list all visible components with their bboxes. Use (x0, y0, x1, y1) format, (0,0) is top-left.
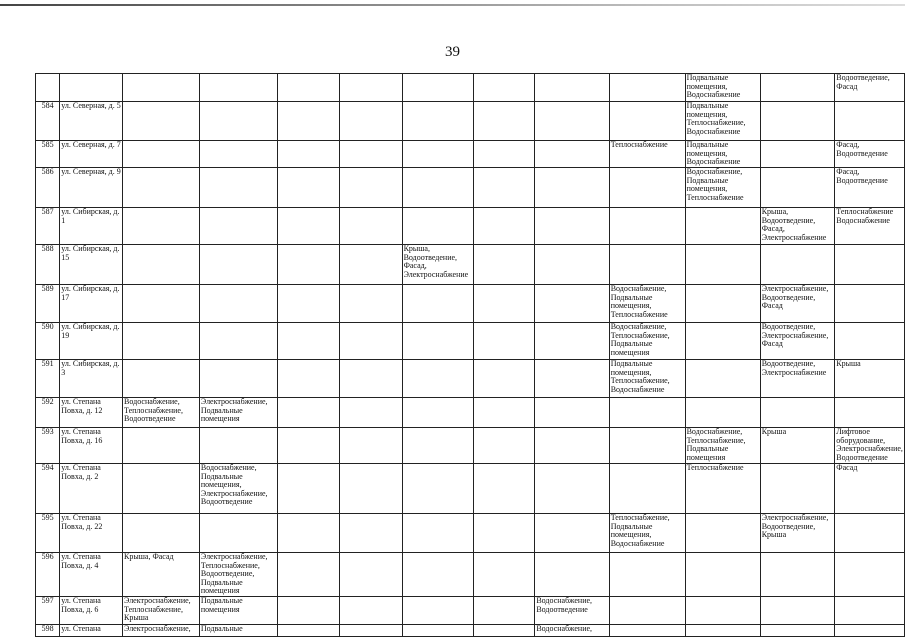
row-number: 584 (36, 102, 60, 141)
work-type-cell: Фасад, Водоотведение (835, 168, 905, 208)
work-type-cell (760, 74, 835, 102)
work-type-cell (402, 141, 474, 168)
work-type-cell (277, 208, 340, 245)
work-type-cell (535, 464, 609, 514)
work-type-cell (535, 428, 609, 464)
work-type-cell (474, 102, 535, 141)
address-cell: ул. Степана Повха, д. 16 (60, 428, 123, 464)
work-type-cell: Подвальные помещения, Теплоснабжение, Водоснабжение (685, 102, 760, 141)
work-type-cell (474, 168, 535, 208)
work-type-cell (760, 553, 835, 597)
work-type-cell (340, 208, 403, 245)
work-type-cell (402, 514, 474, 553)
work-type-cell (609, 464, 685, 514)
work-type-cell (277, 553, 340, 597)
work-type-cell (474, 141, 535, 168)
work-type-cell: Теплоснабжение, Подвальные помещения, Водоснабжение (609, 514, 685, 553)
work-type-cell (123, 428, 200, 464)
work-type-cell (277, 596, 340, 624)
address-cell: ул. Степана Повха, д. 12 (60, 398, 123, 428)
work-type-cell (474, 360, 535, 398)
row-number: 589 (36, 285, 60, 323)
table-row (36, 596, 905, 624)
work-type-cell (760, 102, 835, 141)
work-type-cell (340, 428, 403, 464)
work-type-cell (340, 360, 403, 398)
work-type-cell (685, 596, 760, 624)
work-type-cell (277, 624, 340, 636)
work-type-cell (535, 360, 609, 398)
work-type-cell (402, 464, 474, 514)
work-type-cell (835, 398, 905, 428)
work-type-cell (402, 360, 474, 398)
work-type-cell (760, 168, 835, 208)
work-type-cell: Водоотведение, Фасад (835, 74, 905, 102)
work-type-cell (340, 624, 403, 636)
work-type-cell (123, 102, 200, 141)
work-type-cell (402, 102, 474, 141)
work-type-cell (277, 245, 340, 285)
work-type-cell (123, 141, 200, 168)
row-number (36, 74, 60, 102)
work-type-cell (835, 245, 905, 285)
work-type-cell (277, 141, 340, 168)
work-type-cell (760, 141, 835, 168)
work-type-cell (199, 360, 277, 398)
work-type-cell (277, 428, 340, 464)
work-type-cell: Крыша (835, 360, 905, 398)
work-type-cell (609, 208, 685, 245)
table-row (36, 168, 905, 208)
work-type-cell: Электроснабжение, (123, 624, 200, 636)
work-type-cell (199, 168, 277, 208)
work-type-cell (277, 102, 340, 141)
work-type-cell (474, 428, 535, 464)
work-type-cell (609, 74, 685, 102)
work-type-cell (760, 464, 835, 514)
work-type-cell (609, 398, 685, 428)
work-type-cell: Крыша, Фасад (123, 553, 200, 597)
work-type-cell (535, 245, 609, 285)
work-type-cell (123, 285, 200, 323)
work-type-cell (609, 428, 685, 464)
scan-top-edge (0, 4, 905, 6)
table-row (36, 553, 905, 597)
address-cell: ул. Сибирская, д. 17 (60, 285, 123, 323)
work-type-cell (835, 596, 905, 624)
work-type-cell (340, 553, 403, 597)
work-type-cell (402, 168, 474, 208)
repair-schedule-table (35, 73, 905, 637)
table-row (36, 624, 905, 636)
work-type-cell (340, 398, 403, 428)
page-number: 39 (445, 44, 460, 60)
work-type-cell (340, 74, 403, 102)
work-type-cell (685, 245, 760, 285)
work-type-cell (199, 285, 277, 323)
work-type-cell (835, 624, 905, 636)
work-type-cell: Водоотведение, Электроснабжение, Фасад (760, 323, 835, 360)
row-number: 596 (36, 553, 60, 597)
work-type-cell: Водоснабжение, Теплоснабжение, Подвальные помещения (609, 323, 685, 360)
work-type-cell (685, 285, 760, 323)
address-cell: ул. Сибирская, д. 1 (60, 208, 123, 245)
table-row (36, 245, 905, 285)
work-type-cell (685, 398, 760, 428)
work-type-cell (474, 464, 535, 514)
work-type-cell (760, 596, 835, 624)
work-type-cell (277, 514, 340, 553)
work-type-cell: Водоснабжение, Теплоснабжение, Подвальные помещения (685, 428, 760, 464)
work-type-cell (402, 74, 474, 102)
work-type-cell (123, 514, 200, 553)
work-type-cell (535, 285, 609, 323)
row-number: 585 (36, 141, 60, 168)
work-type-cell (199, 428, 277, 464)
work-type-cell (835, 514, 905, 553)
work-type-cell (123, 323, 200, 360)
work-type-cell (474, 624, 535, 636)
row-number: 593 (36, 428, 60, 464)
work-type-cell (340, 514, 403, 553)
work-type-cell (402, 624, 474, 636)
work-type-cell (123, 360, 200, 398)
work-type-cell: Подвальные помещения, Водоснабжение (685, 74, 760, 102)
work-type-cell: Крыша (760, 428, 835, 464)
address-cell: ул. Степана Повха, д. 6 (60, 596, 123, 624)
work-type-cell (123, 464, 200, 514)
work-type-cell (835, 323, 905, 360)
work-type-cell (277, 285, 340, 323)
work-type-cell (340, 596, 403, 624)
work-type-cell (123, 168, 200, 208)
row-number: 595 (36, 514, 60, 553)
work-type-cell (535, 553, 609, 597)
work-type-cell: Водоснабжение, Подвальные помещения, Электроснабжение, Водоотведение (199, 464, 277, 514)
row-number: 591 (36, 360, 60, 398)
work-type-cell (277, 360, 340, 398)
work-type-cell (609, 624, 685, 636)
work-type-cell (685, 514, 760, 553)
row-number: 586 (36, 168, 60, 208)
work-type-cell (535, 398, 609, 428)
address-cell: ул. Степана Повха, д. 4 (60, 553, 123, 597)
work-type-cell (835, 102, 905, 141)
work-type-cell (535, 74, 609, 102)
work-type-cell (474, 208, 535, 245)
work-type-cell (402, 596, 474, 624)
work-type-cell (402, 428, 474, 464)
work-type-cell: Фасад (835, 464, 905, 514)
table-row (36, 360, 905, 398)
work-type-cell: Подвальные помещения, Теплоснабжение, Водоснабжение (609, 360, 685, 398)
work-type-cell (609, 168, 685, 208)
work-type-cell (277, 74, 340, 102)
work-type-cell: Крыша, Водоотведение, Фасад, Электроснабжение (402, 245, 474, 285)
work-type-cell (760, 624, 835, 636)
work-type-cell (474, 553, 535, 597)
address-cell: ул. Северная, д. 7 (60, 141, 123, 168)
row-number: 597 (36, 596, 60, 624)
work-type-cell (402, 323, 474, 360)
work-type-cell (199, 141, 277, 168)
work-type-cell (123, 74, 200, 102)
work-type-cell (402, 208, 474, 245)
work-type-cell (340, 245, 403, 285)
work-type-cell: Подвальные помещения (199, 596, 277, 624)
table-row (36, 464, 905, 514)
work-type-cell: Водоснабжение, Подвальные помещения, Теплоснабжение (609, 285, 685, 323)
work-type-cell (685, 360, 760, 398)
work-type-cell (199, 514, 277, 553)
work-type-cell: Электроснабжение, Водоотведение, Крыша (760, 514, 835, 553)
table-row (36, 141, 905, 168)
work-type-cell: Водоснабжение, Подвальные помещения, Теплоснабжение (685, 168, 760, 208)
work-type-cell: Крыша, Водоотведение, Фасад, Электроснабжение (760, 208, 835, 245)
work-type-cell: Водоснабжение, Теплоснабжение, Водоотведение (123, 398, 200, 428)
row-number: 598 (36, 624, 60, 636)
address-cell: ул. Сибирская, д. 15 (60, 245, 123, 285)
work-type-cell (535, 208, 609, 245)
work-type-cell (474, 245, 535, 285)
work-type-cell (199, 102, 277, 141)
work-type-cell (402, 398, 474, 428)
work-type-cell: Электроснабжение, Водоотведение, Фасад (760, 285, 835, 323)
work-type-cell (474, 74, 535, 102)
work-type-cell: Водоснабжение, Водоотведение (535, 596, 609, 624)
work-type-cell: Водоотведение, Электроснабжение (760, 360, 835, 398)
work-type-cell (340, 464, 403, 514)
work-type-cell (123, 208, 200, 245)
row-number: 592 (36, 398, 60, 428)
work-type-cell (340, 168, 403, 208)
table-row (36, 398, 905, 428)
work-type-cell (199, 245, 277, 285)
address-cell: ул. Северная, д. 5 (60, 102, 123, 141)
table-row (36, 428, 905, 464)
work-type-cell: Теплоснабжение (609, 141, 685, 168)
address-cell: ул. Степана Повха, д. 22 (60, 514, 123, 553)
work-type-cell (535, 141, 609, 168)
work-type-cell (199, 208, 277, 245)
work-type-cell (685, 553, 760, 597)
work-type-cell (340, 141, 403, 168)
row-number: 590 (36, 323, 60, 360)
work-type-cell (474, 398, 535, 428)
work-type-cell (685, 208, 760, 245)
work-type-cell (609, 596, 685, 624)
work-type-cell: Электроснабжение, Подвальные помещения (199, 398, 277, 428)
work-type-cell (760, 245, 835, 285)
row-number: 594 (36, 464, 60, 514)
table-row (36, 514, 905, 553)
work-type-cell: Теплоснабжение (685, 464, 760, 514)
work-type-cell (277, 323, 340, 360)
work-type-cell (340, 323, 403, 360)
work-type-cell (402, 285, 474, 323)
table-row (36, 323, 905, 360)
address-cell (60, 74, 123, 102)
work-type-cell: Теплоснабжение Водоснабжение (835, 208, 905, 245)
work-type-cell (199, 323, 277, 360)
table-row (36, 74, 905, 102)
work-type-cell (277, 168, 340, 208)
address-cell: ул. Северная, д. 9 (60, 168, 123, 208)
table-row (36, 285, 905, 323)
work-type-cell: Подвальные (199, 624, 277, 636)
work-type-cell: Фасад, Водоотведение (835, 141, 905, 168)
work-type-cell (123, 245, 200, 285)
row-number: 587 (36, 208, 60, 245)
address-cell: ул. Степана (60, 624, 123, 636)
work-type-cell: Подвальные помещения, Водоснабжение (685, 141, 760, 168)
work-type-cell (535, 102, 609, 141)
work-type-cell (609, 102, 685, 141)
work-type-cell (535, 323, 609, 360)
work-type-cell: Электроснабжение, Теплоснабжение, Водоотведение, Подвальные помещения (199, 553, 277, 597)
address-cell: ул. Степана Повха, д. 2 (60, 464, 123, 514)
work-type-cell: Электроснабжение, Теплоснабжение, Крыша (123, 596, 200, 624)
work-type-cell (685, 323, 760, 360)
work-type-cell (474, 596, 535, 624)
table-row (36, 102, 905, 141)
work-type-cell (609, 245, 685, 285)
address-cell: ул. Сибирская, д. 19 (60, 323, 123, 360)
work-type-cell (340, 102, 403, 141)
work-type-cell (474, 285, 535, 323)
row-number: 588 (36, 245, 60, 285)
address-cell: ул. Сибирская, д. 3 (60, 360, 123, 398)
work-type-cell (277, 398, 340, 428)
work-type-cell (277, 464, 340, 514)
work-type-cell (402, 553, 474, 597)
work-type-cell (835, 285, 905, 323)
work-type-cell: Лифтовое оборудование, Электроснабжение, Водоотведение (836, 427, 903, 462)
work-type-cell (340, 285, 403, 323)
work-type-cell (474, 514, 535, 553)
work-type-cell (474, 323, 535, 360)
work-type-cell: Водоснабжение, (535, 624, 609, 636)
work-type-cell (199, 74, 277, 102)
work-type-cell (535, 514, 609, 553)
work-type-cell (609, 553, 685, 597)
work-type-cell (685, 624, 760, 636)
table-row (36, 208, 905, 245)
work-type-cell (535, 168, 609, 208)
work-type-cell (760, 398, 835, 428)
work-type-cell (835, 553, 905, 597)
